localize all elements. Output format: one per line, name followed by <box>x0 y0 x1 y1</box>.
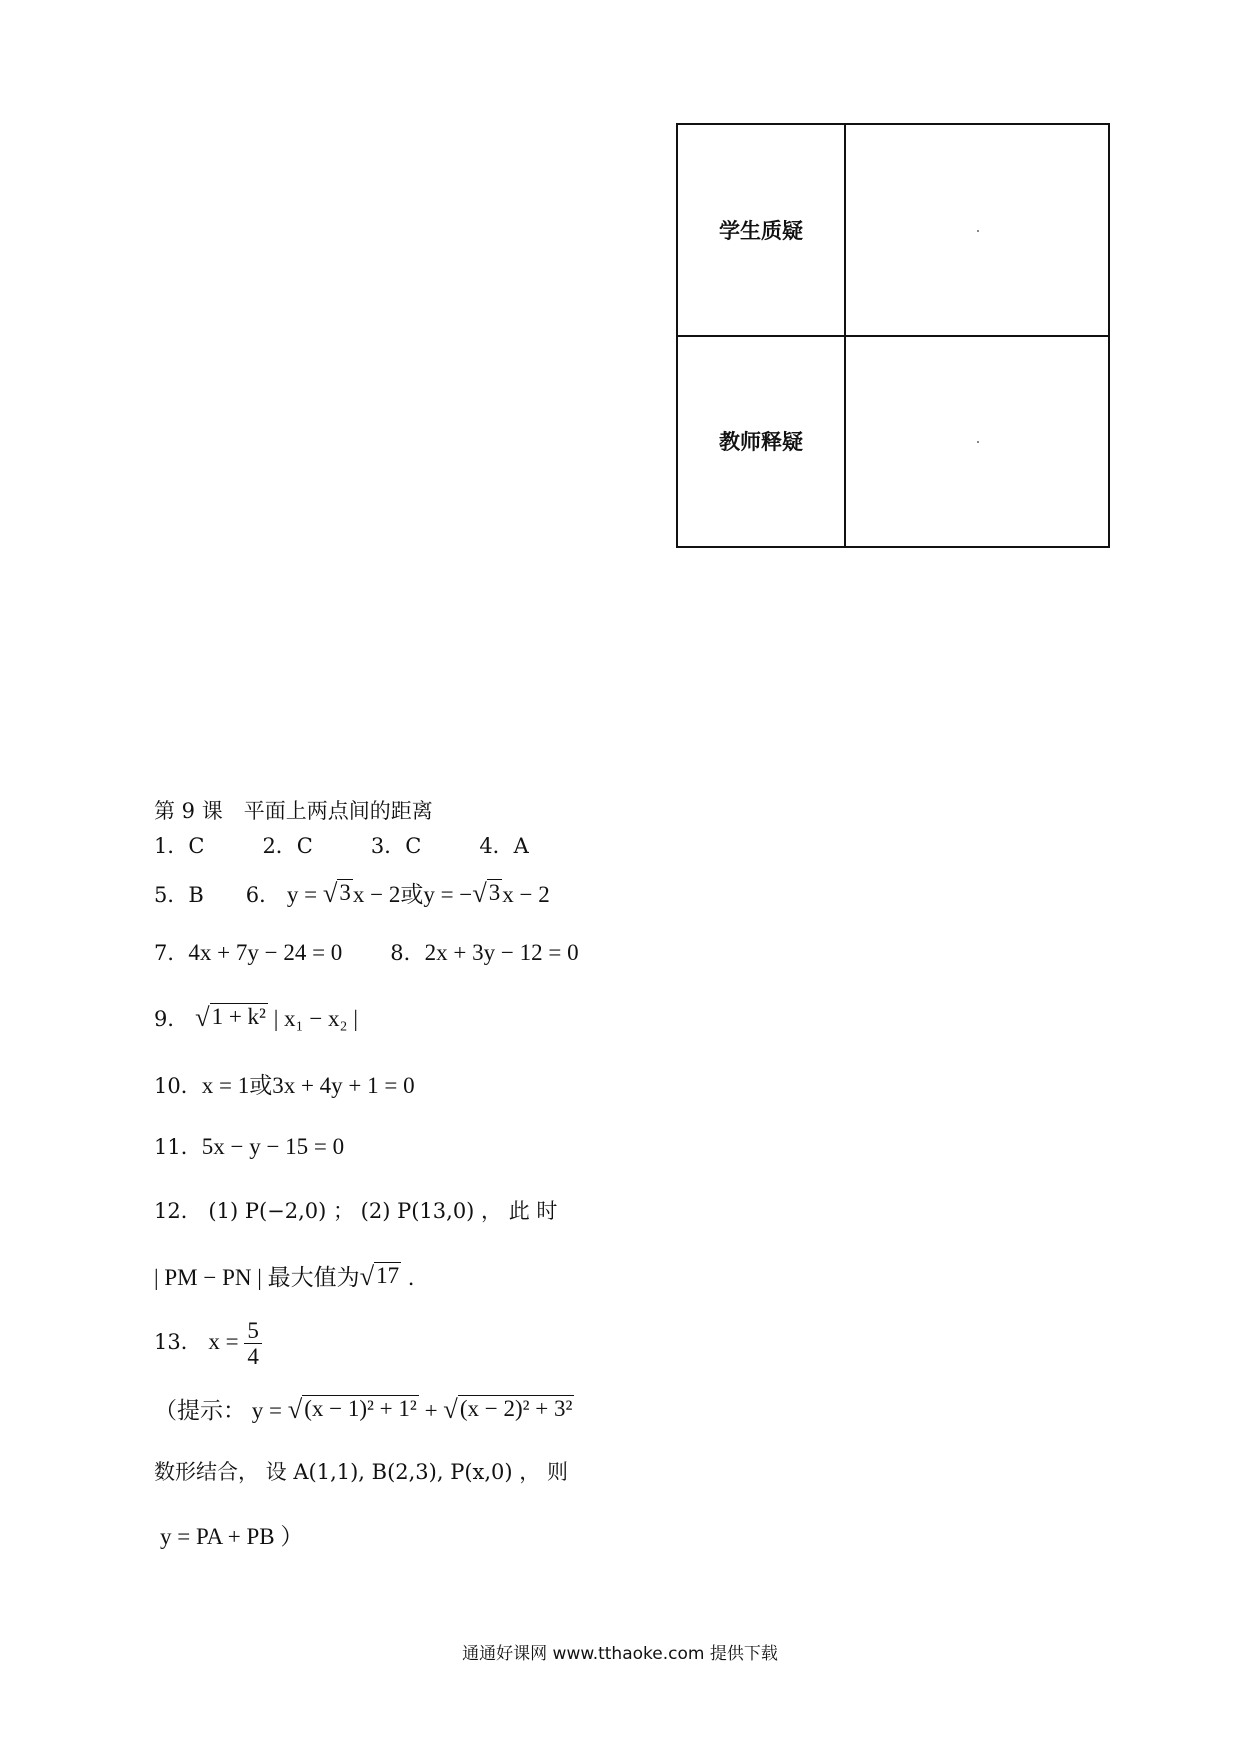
answer-row-1-4 <box>154 830 529 860</box>
radicand: 1 + k² <box>211 1004 266 1030</box>
dot-mark <box>977 441 979 443</box>
expr-part: | PM − PN | 最大值为 <box>154 1265 360 1290</box>
student-question-cell <box>845 124 1109 336</box>
sqrt-1-plus-k2: √ 1 + k² <box>195 1002 266 1032</box>
dot-mark <box>977 230 979 232</box>
answer-13-number: 13． <box>154 1330 202 1355</box>
answer-3: 3．C <box>370 834 422 858</box>
sqrt-17: √ 17 <box>359 1261 400 1291</box>
answer-10-number: 10． <box>154 1074 202 1098</box>
answer-4: 4．A <box>479 834 529 858</box>
answer-11-expression: 5x − y − 15 = 0 <box>201 1134 345 1159</box>
table-row <box>677 124 1109 336</box>
radicand: 3 <box>488 880 501 906</box>
expr-part: y = <box>286 882 323 907</box>
answer-10-expression: x = 1或3x + 4y + 1 = 0 <box>201 1073 415 1098</box>
footer-text: 通通好课网 www.tthaoke.com 提供下载 <box>462 1644 778 1664</box>
answer-1: 1．C <box>154 834 205 858</box>
answer-9-number: 9． <box>154 1007 189 1031</box>
expr-part: x = <box>208 1329 245 1355</box>
answer-row-7-8 <box>154 937 579 967</box>
answer-row-9 <box>154 1003 358 1033</box>
answer-11-number: 11． <box>154 1135 202 1159</box>
answer-7-number: 7． <box>154 941 189 965</box>
sqrt-term-2: √ (x − 2)² + 3² <box>443 1394 573 1424</box>
expr-part: . <box>401 1266 415 1290</box>
teacher-answer-label: 教师释疑 <box>677 336 845 548</box>
denominator: 4 <box>247 1344 259 1370</box>
answer-13-expression <box>208 1318 261 1370</box>
numerator: 5 <box>244 1318 262 1344</box>
question-table <box>676 123 1110 548</box>
answer-row-12-cont <box>154 1259 414 1292</box>
answer-row-13 <box>154 1318 262 1370</box>
radicand: (x − 2)² + 3² <box>459 1396 573 1422</box>
expr-part: x − 2或y = − <box>352 882 473 907</box>
hint-line-3: y = PA + PB ） <box>160 1524 304 1549</box>
hint-line-2: 数形结合， 设 A(1,1), B(2,3), P(x,0) ， 则 <box>154 1460 568 1484</box>
answer-6-expression <box>286 878 550 908</box>
answer-5: 5．B <box>154 883 204 907</box>
answer-6-number: 6． <box>245 883 281 907</box>
answer-row-5-6 <box>154 876 550 909</box>
student-question-label: 学生质疑 <box>677 124 845 336</box>
answer-9-expression <box>195 1002 358 1032</box>
radicand: (x − 1)² + 1² <box>304 1396 417 1422</box>
answer-8-expression: 2x + 3y − 12 = 0 <box>424 940 579 965</box>
expr-part: （提示： y = <box>154 1398 288 1423</box>
teacher-answer-cell <box>845 336 1109 548</box>
radicand: 17 <box>376 1263 400 1289</box>
expr-part: | x₁ − x₂ | <box>273 1006 358 1031</box>
sqrt-3: √ 3 <box>322 878 351 908</box>
hint-line-1 <box>154 1392 574 1425</box>
answer-7-expression: 4x + 7y − 24 = 0 <box>188 940 343 965</box>
answer-8-number: 8． <box>390 941 425 965</box>
answer-2: 2．C <box>262 834 313 858</box>
radicand: 3 <box>339 880 351 906</box>
expr-part: + <box>418 1398 444 1423</box>
answer-row-11 <box>154 1131 344 1161</box>
answer-row-10 <box>154 1067 415 1100</box>
table-row <box>677 336 1109 548</box>
lesson-title: 第 9 课 平面上两点间的距离 <box>154 799 433 823</box>
sqrt-3: √ 3 <box>472 878 501 908</box>
expr-part: x − 2 <box>502 882 550 907</box>
sqrt-term-1: √ (x − 1)² + 1² <box>287 1394 417 1424</box>
answer-row-12: 12． (1) P(−2,0) ； (2) P(13,0) ， 此 时 <box>154 1199 558 1223</box>
fraction-5-4 <box>244 1318 262 1370</box>
